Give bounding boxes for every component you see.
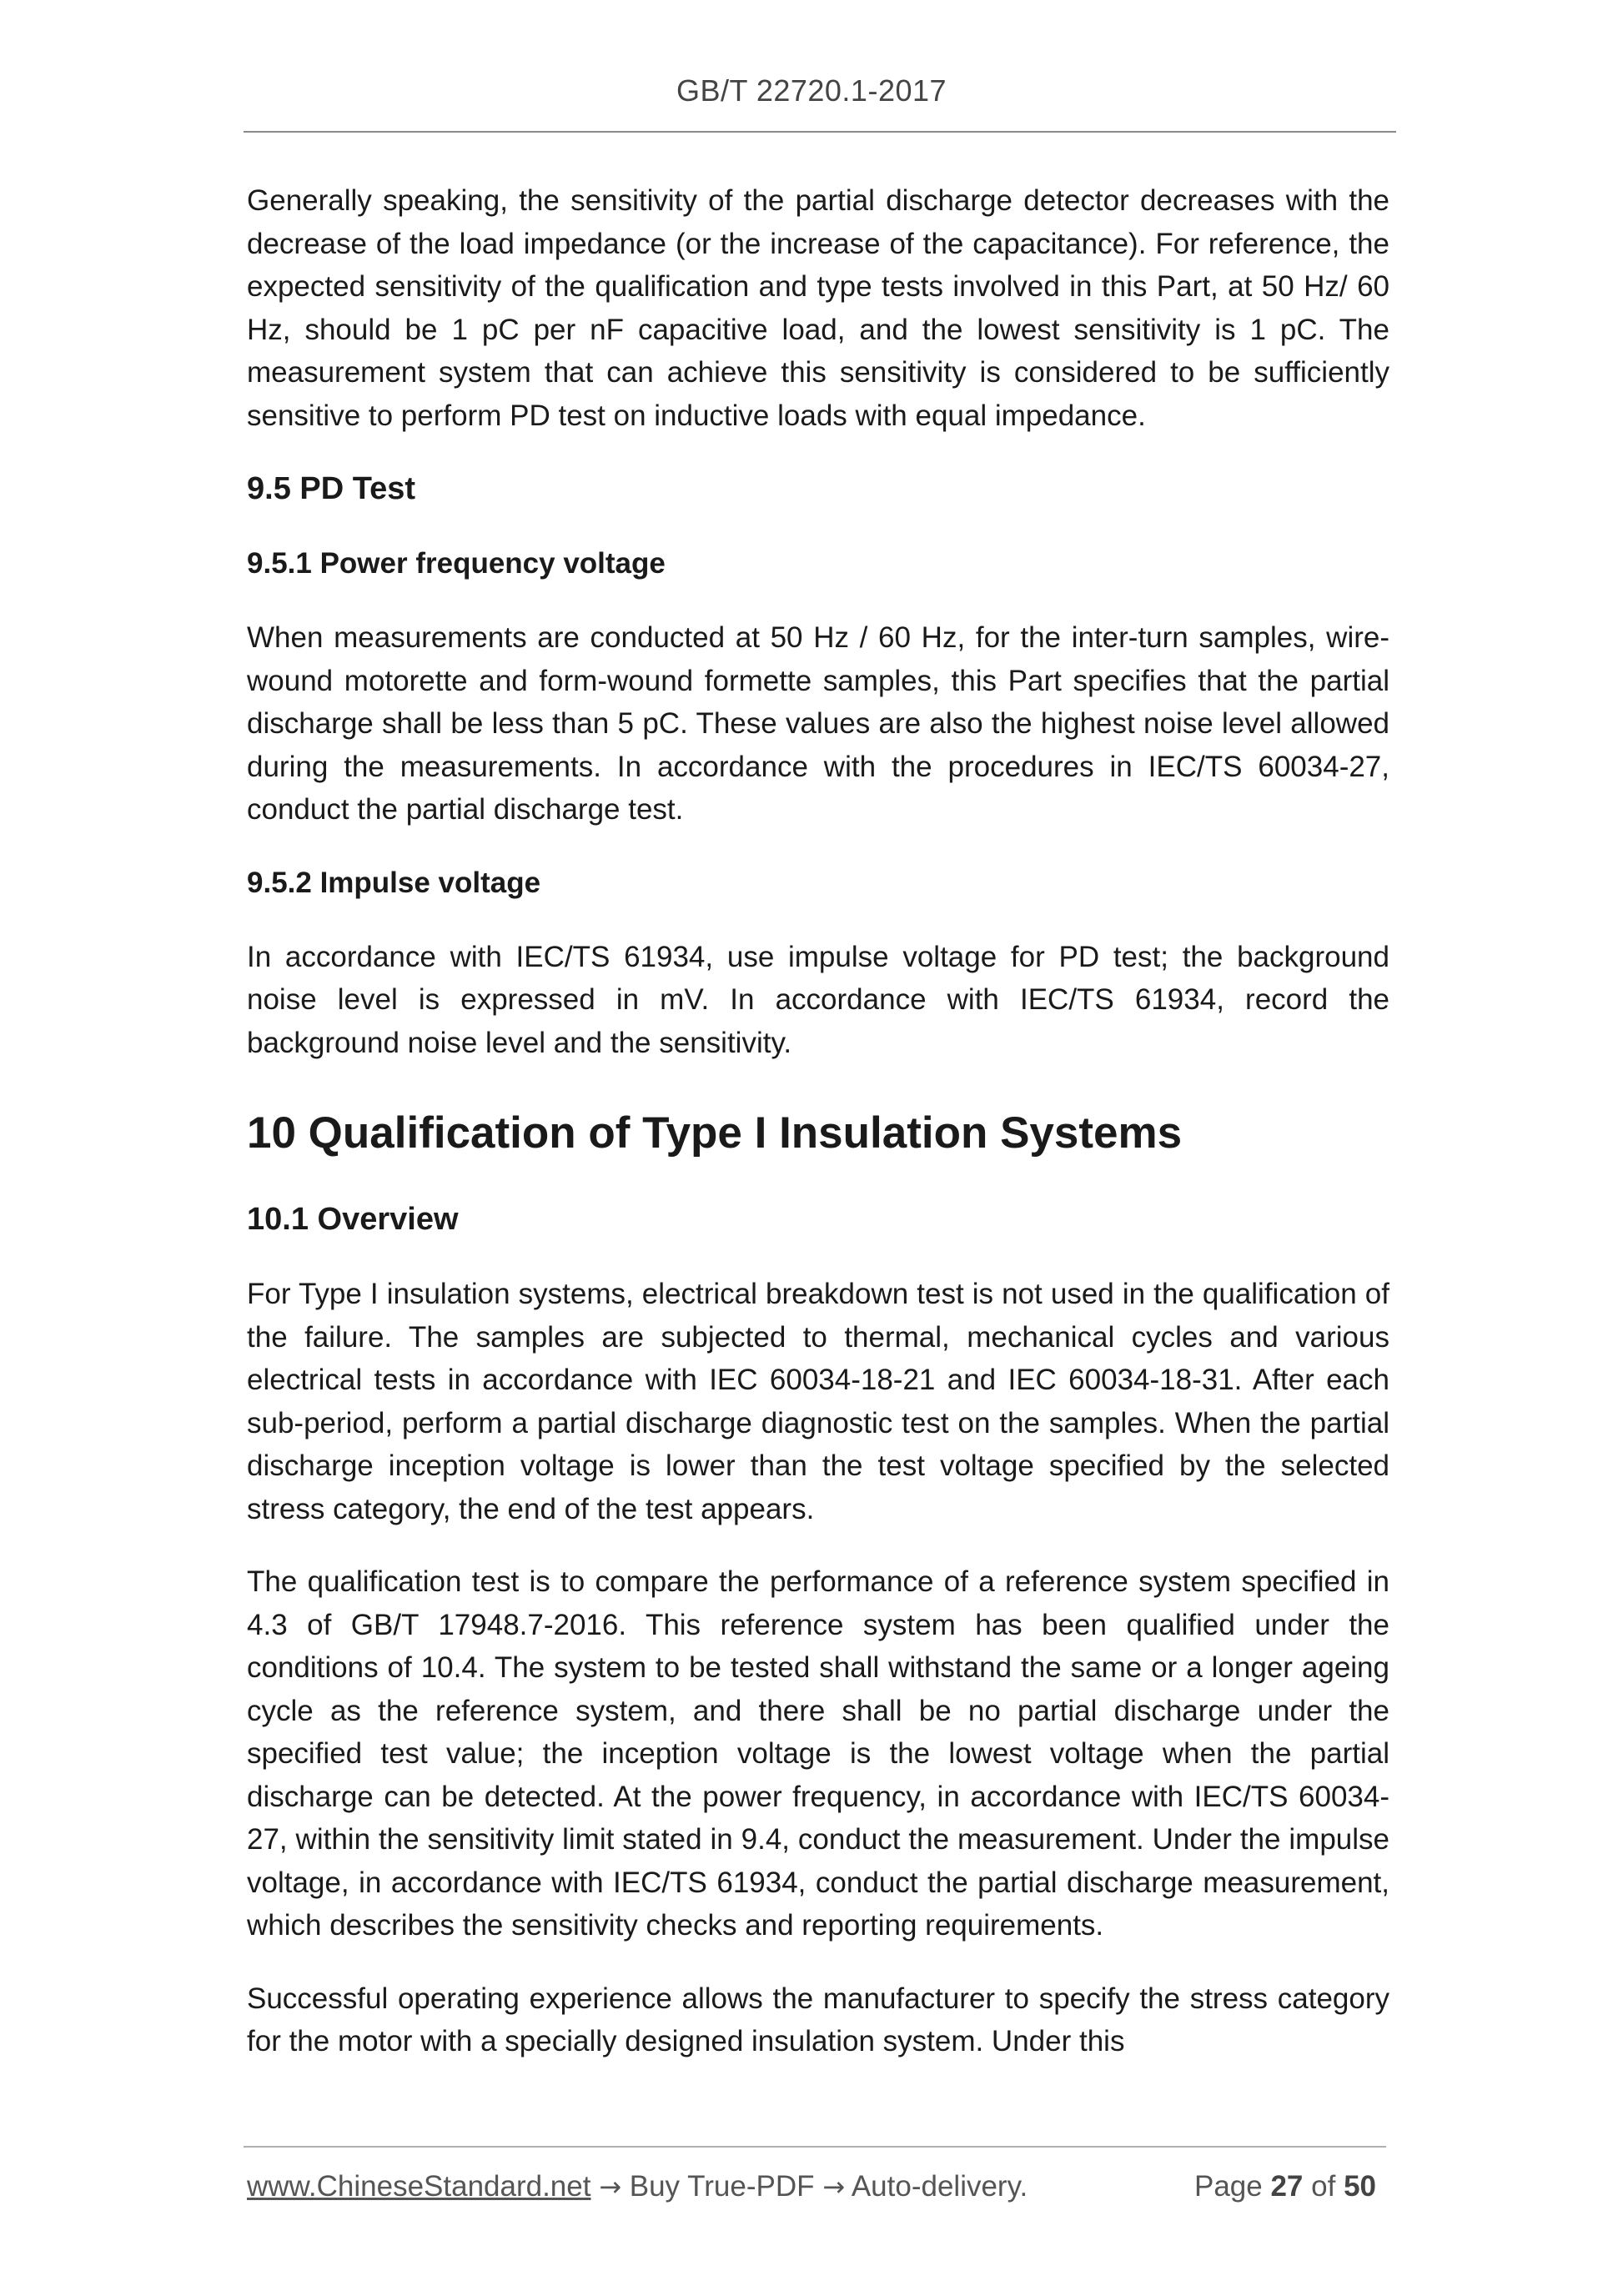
page-label: Page (1193, 2170, 1263, 2203)
total-pages: 50 (1344, 2170, 1376, 2203)
page-number: 27 (1270, 2170, 1304, 2203)
of-label: of (1311, 2170, 1336, 2203)
paragraph-impulse-voltage: In accordance with IEC/TS 61934, use impulse voltage for PD test; the background noise level is expressed in mV. In accordance with IEC/TS 61934, record the background noise level and the sensitivity. (247, 940, 1389, 1059)
heading-9-5-2: 9.5.2 Impulse voltage (247, 866, 541, 899)
page-indicator (1194, 2167, 1376, 2207)
paragraph-qualification-test: The qualification test is to compare the performance of a reference system specified in 4.3 of GB/T 17948.7-2016. This reference system has been qualified under the conditions of 10.4. The system to be tested shall withstand the same or a longer ageing cycle as the reference system, and there shall be no partial discharge under the specified test value; the inception voltage is the lowest voltage when the partial discharge can be detected. At the power frequency, in accordance with IEC/TS 60034-27, within the sensitivity limit stated in 9.4, conduct the measurement. Under the impulse voltage, in accordance with IEC/TS 61934, conduct the partial discharge measurement, which describes the sensitivity checks and reporting requirements. (247, 1565, 1389, 1942)
paragraph-operating-experience: Successful operating experience allows the manufacturer to specify the stress category for the motor with a specially designed insulation system. Under this (247, 1982, 1389, 2057)
site-link[interactable]: www.ChineseStandard.net (247, 2170, 591, 2203)
paragraph-sensitivity: Generally speaking, the sensitivity of the partial discharge detector decreases with the decrease of the load impedance (or the increase of the capacitance). For reference, the expected sensitivity of the qualification and type tests involved in this Part, at 50 Hz/ 60 Hz, should be 1 pC per nF capacitive load, and the lowest sensitivity is 1 pC. The measurement system that can achieve this sensitivity is considered to be sufficiently sensitive to perform PD test on inductive loads with equal impedance. (247, 184, 1389, 432)
delivery-text: Auto-delivery. (851, 2170, 1028, 2203)
paragraph-power-frequency: When measurements are conducted at 50 Hz / 60 Hz, for the inter-turn samples, wire-wound motorette and form-wound formette samples, this Part specifies that the partial discharge shall be less than 5 pC. These values are also the highest noise level allowed during the measurements. In accordance with the procedures in IEC/TS 60034-27, conduct the partial discharge test. (247, 621, 1389, 826)
arrow-right-icon: → (599, 2171, 622, 2203)
header-divider (244, 131, 1396, 133)
footer-divider (244, 2146, 1386, 2148)
page-body (247, 179, 1389, 2093)
heading-10: 10 Qualification of Type I Insulation Systems (247, 1108, 1183, 1158)
heading-10-1: 10.1 Overview (247, 1202, 459, 1237)
footer-promo (247, 2167, 1028, 2207)
heading-9-5: 9.5 PD Test (247, 471, 416, 506)
arrow-right-icon: → (822, 2171, 846, 2203)
heading-9-5-1: 9.5.1 Power frequency voltage (247, 547, 666, 580)
buy-text: Buy True-PDF (629, 2170, 815, 2203)
document-header: GB/T 22720.1-2017 (676, 73, 947, 108)
paragraph-overview: For Type I insulation systems, electrical breakdown test is not used in the qualification of the failure. The samples are subjected to thermal, mechanical cycles and various electrical tests in accordance with IEC 60034-18-21 and IEC 60034-18-31. After each sub-period, perform a partial discharge diagnostic test on the samples. When the partial discharge inception voltage is lower than the test voltage specified by the selected stress category, the end of the test appears. (247, 1278, 1389, 1525)
